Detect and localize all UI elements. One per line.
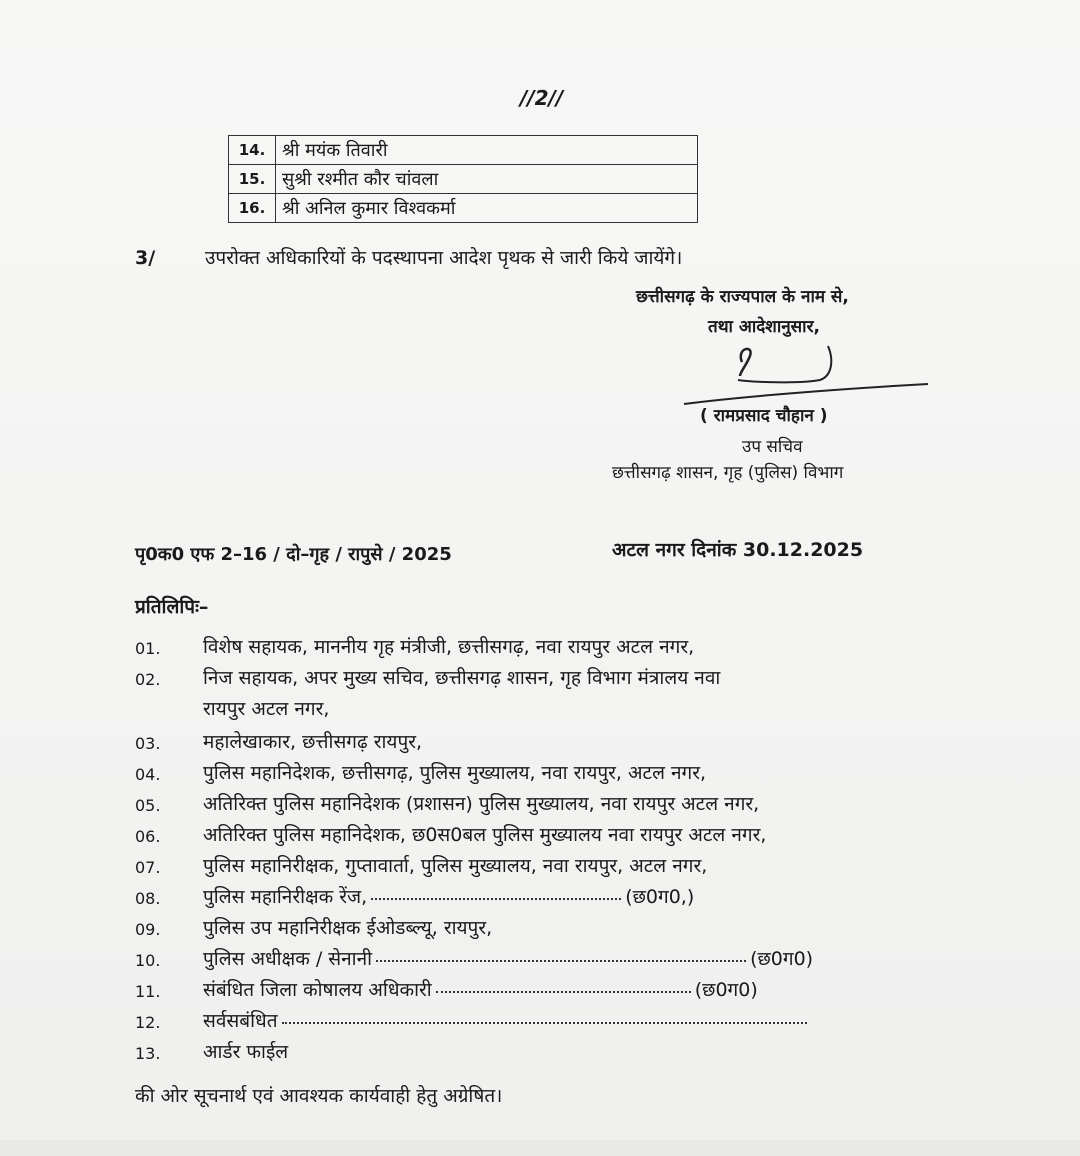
- item-number: 05.: [135, 796, 161, 815]
- list-item: [135, 1038, 1035, 1069]
- date-line: अटल नगर दिनांक 30.12.2025: [612, 539, 864, 561]
- item-number: 11.: [135, 982, 161, 1001]
- item-number: 04.: [135, 765, 161, 784]
- row-number: 14.: [229, 136, 276, 165]
- item-number: 07.: [135, 858, 161, 877]
- item-text: विशेष सहायक, माननीय गृह मंत्रीजी, छत्तीसगढ़, नवा रायपुर अटल नगर,: [203, 636, 695, 658]
- item-text: निज सहायक, अपर मुख्य सचिव, छत्तीसगढ़ शासन, गृह विभाग मंत्रालय नवा: [203, 667, 721, 689]
- paragraph-text: उपरोक्त अधिकारियों के पदस्थापना आदेश पृथक से जारी किये जायेंगे।: [205, 247, 683, 269]
- closing-line: की ओर सूचनार्थ एवं आवश्यक कार्यवाही हेतु अग्रेषित।: [135, 1085, 503, 1107]
- item-number: 01.: [135, 639, 161, 658]
- item-number: 13.: [135, 1044, 161, 1063]
- item-suffix: (छ0ग0,): [625, 886, 695, 908]
- officer-name: सुश्री रश्मीत कौर चांवला: [276, 165, 698, 194]
- list-item: [135, 914, 1035, 945]
- list-item: [135, 759, 1035, 790]
- list-item: [135, 728, 1035, 759]
- table-row: [229, 165, 698, 194]
- item-number: 06.: [135, 827, 161, 846]
- item-number: 09.: [135, 920, 161, 939]
- signatory-department: छत्तीसगढ़ शासन, गृह (पुलिस) विभाग: [612, 463, 844, 483]
- reference-number: पृ0क0 एफ 2–16 / दो–गृह / रापुसे / 2025: [135, 544, 452, 565]
- paragraph-number: 3/: [135, 247, 156, 269]
- list-item: [135, 976, 1035, 1007]
- copy-list: [135, 633, 1035, 1069]
- item-text: पुलिस महानिरीक्षक, गुप्तावार्ता, पुलिस मुख्यालय, नवा रायपुर, अटल नगर,: [203, 855, 708, 877]
- paragraph-3: [135, 244, 682, 270]
- officer-table: [228, 135, 698, 223]
- list-item: [135, 1007, 1035, 1038]
- list-item: [135, 664, 1035, 728]
- officer-name: श्री अनिल कुमार विश्वकर्मा: [276, 194, 698, 223]
- item-suffix: (छ0ग0): [694, 979, 758, 1001]
- item-text: अतिरिक्त पुलिस महानिदेशक, छ0स0बल पुलिस मुख्यालय नवा रायपुर अटल नगर,: [203, 824, 767, 846]
- item-number: 03.: [135, 734, 161, 753]
- list-item: [135, 790, 1035, 821]
- fill-in-blank: [282, 1022, 807, 1024]
- row-number: 15.: [229, 165, 276, 194]
- fill-in-blank: [371, 898, 621, 900]
- table-row: [229, 194, 698, 223]
- item-text-continued: रायपुर अटल नगर,: [203, 698, 330, 720]
- order-line: तथा आदेशानुसार,: [708, 317, 820, 337]
- fill-in-blank: [376, 960, 746, 962]
- list-item: [135, 945, 1035, 976]
- item-text: पुलिस उप महानिरीक्षक ईओडब्ल्यू, रायपुर,: [203, 917, 493, 939]
- item-text: सर्वसबंधित: [203, 1010, 278, 1032]
- list-item: [135, 821, 1035, 852]
- item-text: संबंधित जिला कोषालय अधिकारी: [203, 979, 432, 1001]
- list-item: [135, 852, 1035, 883]
- signatory-designation: उप सचिव: [742, 437, 803, 457]
- item-text: आर्डर फाईल: [203, 1041, 289, 1063]
- fill-in-blank: [436, 991, 691, 993]
- page-edge: [0, 1140, 1080, 1156]
- item-number: 08.: [135, 889, 161, 908]
- list-item: [135, 883, 1035, 914]
- item-number: 12.: [135, 1013, 161, 1032]
- authority-line: छत्तीसगढ़ के राज्यपाल के नाम से,: [636, 287, 849, 307]
- copy-heading: प्रतिलिपिः–: [135, 596, 209, 618]
- list-item: [135, 633, 1035, 664]
- item-text: पुलिस अधीक्षक / सेनानी: [203, 948, 373, 970]
- item-text: पुलिस महानिरीक्षक रेंज,: [203, 886, 368, 908]
- officer-name: श्री मयंक तिवारी: [276, 136, 698, 165]
- item-text: पुलिस महानिदेशक, छत्तीसगढ़, पुलिस मुख्यालय, नवा रायपुर, अटल नगर,: [203, 762, 707, 784]
- item-text: अतिरिक्त पुलिस महानिदेशक (प्रशासन) पुलिस मुख्यालय, नवा रायपुर अटल नगर,: [203, 793, 760, 815]
- item-number: 10.: [135, 951, 161, 970]
- item-number: 02.: [135, 670, 161, 689]
- row-number: 16.: [229, 194, 276, 223]
- signatory-name: ( रामप्रसाद चौहान ): [700, 406, 828, 426]
- page-number: //2//: [520, 86, 564, 110]
- table-row: [229, 136, 698, 165]
- item-suffix: (छ0ग0): [750, 948, 814, 970]
- item-text: महालेखाकार, छत्तीसगढ़ रायपुर,: [203, 731, 423, 753]
